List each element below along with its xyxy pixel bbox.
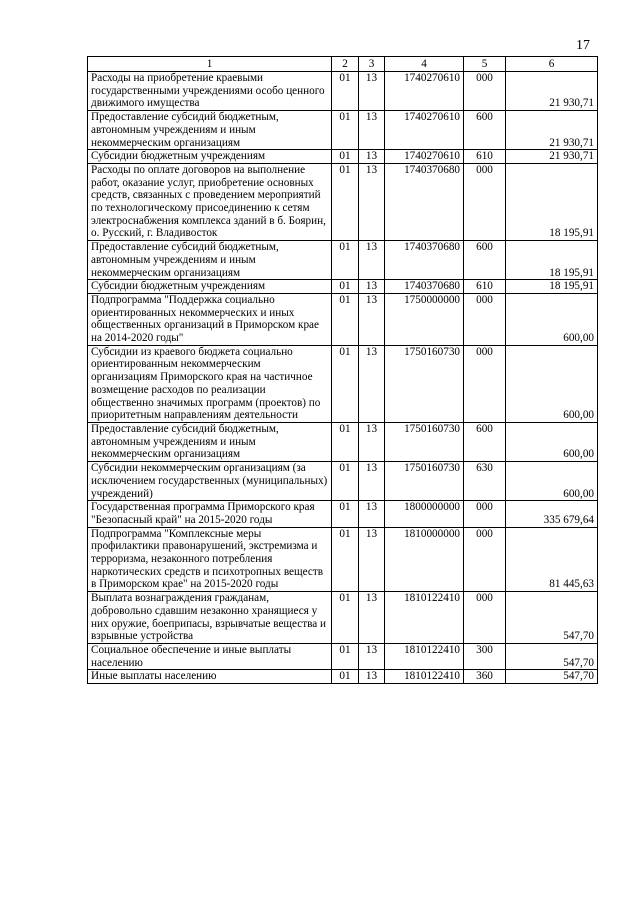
row-section-code: 01	[332, 422, 359, 461]
row-subsection-code: 13	[359, 501, 385, 527]
row-subsection-code: 13	[359, 163, 385, 240]
row-description: Предоставление субсидий бюджетным, автономным учреждениям и иным некоммерческим организациям	[88, 111, 332, 150]
row-target-code: 1740370680	[385, 280, 464, 294]
row-target-code: 1750000000	[385, 293, 464, 345]
row-description: Подпрограмма "Поддержка социально ориентированных некоммерческих и иных общественных организаций в Приморском крае на 2014-2020 годы"	[88, 293, 332, 345]
row-target-code: 1750160730	[385, 462, 464, 501]
row-subsection-code: 13	[359, 527, 385, 592]
row-subsection-code: 13	[359, 345, 385, 422]
row-expense-type: 610	[464, 150, 506, 164]
row-expense-type: 600	[464, 241, 506, 280]
row-expense-type: 610	[464, 280, 506, 294]
row-expense-type: 000	[464, 592, 506, 644]
table-row	[88, 150, 598, 164]
row-description: Предоставление субсидий бюджетным, автономным учреждениям и иным некоммерческим организациям	[88, 241, 332, 280]
row-amount: 335 679,64	[506, 501, 598, 527]
row-target-code: 1740370680	[385, 241, 464, 280]
column-header: 2	[332, 57, 359, 72]
row-expense-type: 360	[464, 670, 506, 684]
row-target-code: 1740370680	[385, 163, 464, 240]
row-target-code: 1800000000	[385, 501, 464, 527]
row-subsection-code: 13	[359, 422, 385, 461]
row-expense-type: 600	[464, 422, 506, 461]
row-section-code: 01	[332, 501, 359, 527]
table-row	[88, 422, 598, 461]
row-target-code: 1740270610	[385, 111, 464, 150]
row-description: Субсидии из краевого бюджета социально ориентированным некоммерческим организациям Приморского края на частичное возмещение расходов по реализации общественно значимых программ (проектов) по приоритетным направлениям деятельности	[88, 345, 332, 422]
table-row	[88, 462, 598, 501]
row-subsection-code: 13	[359, 72, 385, 111]
row-amount: 600,00	[506, 345, 598, 422]
row-description: Государственная программа Приморского края "Безопасный край" на 2015-2020 годы	[88, 501, 332, 527]
row-description: Расходы на приобретение краевыми государственными учреждениями особо ценного движимого имущества	[88, 72, 332, 111]
budget-table	[87, 56, 598, 684]
row-description: Подпрограмма "Комплексные меры профилактики правонарушений, экстремизма и терроризма, незаконного потребления наркотических средств и психотропных веществ в Приморском крае" на 2015-2020 годы	[88, 527, 332, 592]
row-target-code: 1810122410	[385, 643, 464, 669]
row-subsection-code: 13	[359, 462, 385, 501]
row-subsection-code: 13	[359, 111, 385, 150]
row-description: Предоставление субсидий бюджетным, автономным учреждениям и иным некоммерческим организациям	[88, 422, 332, 461]
row-subsection-code: 13	[359, 592, 385, 644]
row-section-code: 01	[332, 72, 359, 111]
row-amount: 600,00	[506, 293, 598, 345]
table-row	[88, 72, 598, 111]
row-amount: 18 195,91	[506, 280, 598, 294]
row-amount: 81 445,63	[506, 527, 598, 592]
row-expense-type: 000	[464, 293, 506, 345]
row-section-code: 01	[332, 111, 359, 150]
row-subsection-code: 13	[359, 643, 385, 669]
row-amount: 21 930,71	[506, 150, 598, 164]
row-target-code: 1810000000	[385, 527, 464, 592]
row-expense-type: 000	[464, 163, 506, 240]
row-target-code: 1740270610	[385, 150, 464, 164]
row-description: Расходы по оплате договоров на выполнение работ, оказание услуг, приобретение основных средств, связанных с проведением мероприятий по технологическому присоединению к сетям электроснабжения комплекса зданий в б. Боярин, о. Русский, г. Владивосток	[88, 163, 332, 240]
row-target-code: 1750160730	[385, 422, 464, 461]
table-row	[88, 345, 598, 422]
row-section-code: 01	[332, 462, 359, 501]
table-row	[88, 643, 598, 669]
row-section-code: 01	[332, 293, 359, 345]
table-row	[88, 241, 598, 280]
row-subsection-code: 13	[359, 670, 385, 684]
row-section-code: 01	[332, 280, 359, 294]
row-amount: 547,70	[506, 670, 598, 684]
row-section-code: 01	[332, 345, 359, 422]
row-target-code: 1810122410	[385, 670, 464, 684]
row-expense-type: 600	[464, 111, 506, 150]
row-description: Иные выплаты населению	[88, 670, 332, 684]
row-amount: 547,70	[506, 643, 598, 669]
row-target-code: 1740270610	[385, 72, 464, 111]
row-expense-type: 630	[464, 462, 506, 501]
row-description: Субсидии бюджетным учреждениям	[88, 280, 332, 294]
column-header: 6	[506, 57, 598, 72]
row-target-code: 1750160730	[385, 345, 464, 422]
page-number: 17	[576, 38, 590, 53]
row-subsection-code: 13	[359, 280, 385, 294]
row-amount: 600,00	[506, 462, 598, 501]
row-amount: 18 195,91	[506, 163, 598, 240]
row-expense-type: 000	[464, 527, 506, 592]
row-section-code: 01	[332, 163, 359, 240]
row-amount: 18 195,91	[506, 241, 598, 280]
row-subsection-code: 13	[359, 150, 385, 164]
row-expense-type: 300	[464, 643, 506, 669]
column-header: 3	[359, 57, 385, 72]
row-expense-type: 000	[464, 501, 506, 527]
row-amount: 600,00	[506, 422, 598, 461]
row-section-code: 01	[332, 241, 359, 280]
row-amount: 21 930,71	[506, 72, 598, 111]
column-header: 5	[464, 57, 506, 72]
table-row	[88, 670, 598, 684]
row-target-code: 1810122410	[385, 592, 464, 644]
row-section-code: 01	[332, 150, 359, 164]
row-description: Субсидии бюджетным учреждениям	[88, 150, 332, 164]
row-amount: 547,70	[506, 592, 598, 644]
row-description: Социальное обеспечение и иные выплаты населению	[88, 643, 332, 669]
row-expense-type: 000	[464, 345, 506, 422]
row-description: Субсидии некоммерческим организациям (за исключением государственных (муниципальных) учреждений)	[88, 462, 332, 501]
row-section-code: 01	[332, 592, 359, 644]
table-row	[88, 501, 598, 527]
table-header-row	[88, 57, 598, 72]
table-row	[88, 163, 598, 240]
row-section-code: 01	[332, 670, 359, 684]
table-row	[88, 111, 598, 150]
row-description: Выплата вознаграждения гражданам, добровольно сдавшим незаконно хранящиеся у них оружие, боеприпасы, взрывчатые вещества и взрывные устройства	[88, 592, 332, 644]
row-section-code: 01	[332, 643, 359, 669]
row-section-code: 01	[332, 527, 359, 592]
row-expense-type: 000	[464, 72, 506, 111]
table-row	[88, 527, 598, 592]
table-row	[88, 293, 598, 345]
column-header: 1	[88, 57, 332, 72]
column-header: 4	[385, 57, 464, 72]
table-row	[88, 592, 598, 644]
row-amount: 21 930,71	[506, 111, 598, 150]
table-row	[88, 280, 598, 294]
row-subsection-code: 13	[359, 241, 385, 280]
row-subsection-code: 13	[359, 293, 385, 345]
